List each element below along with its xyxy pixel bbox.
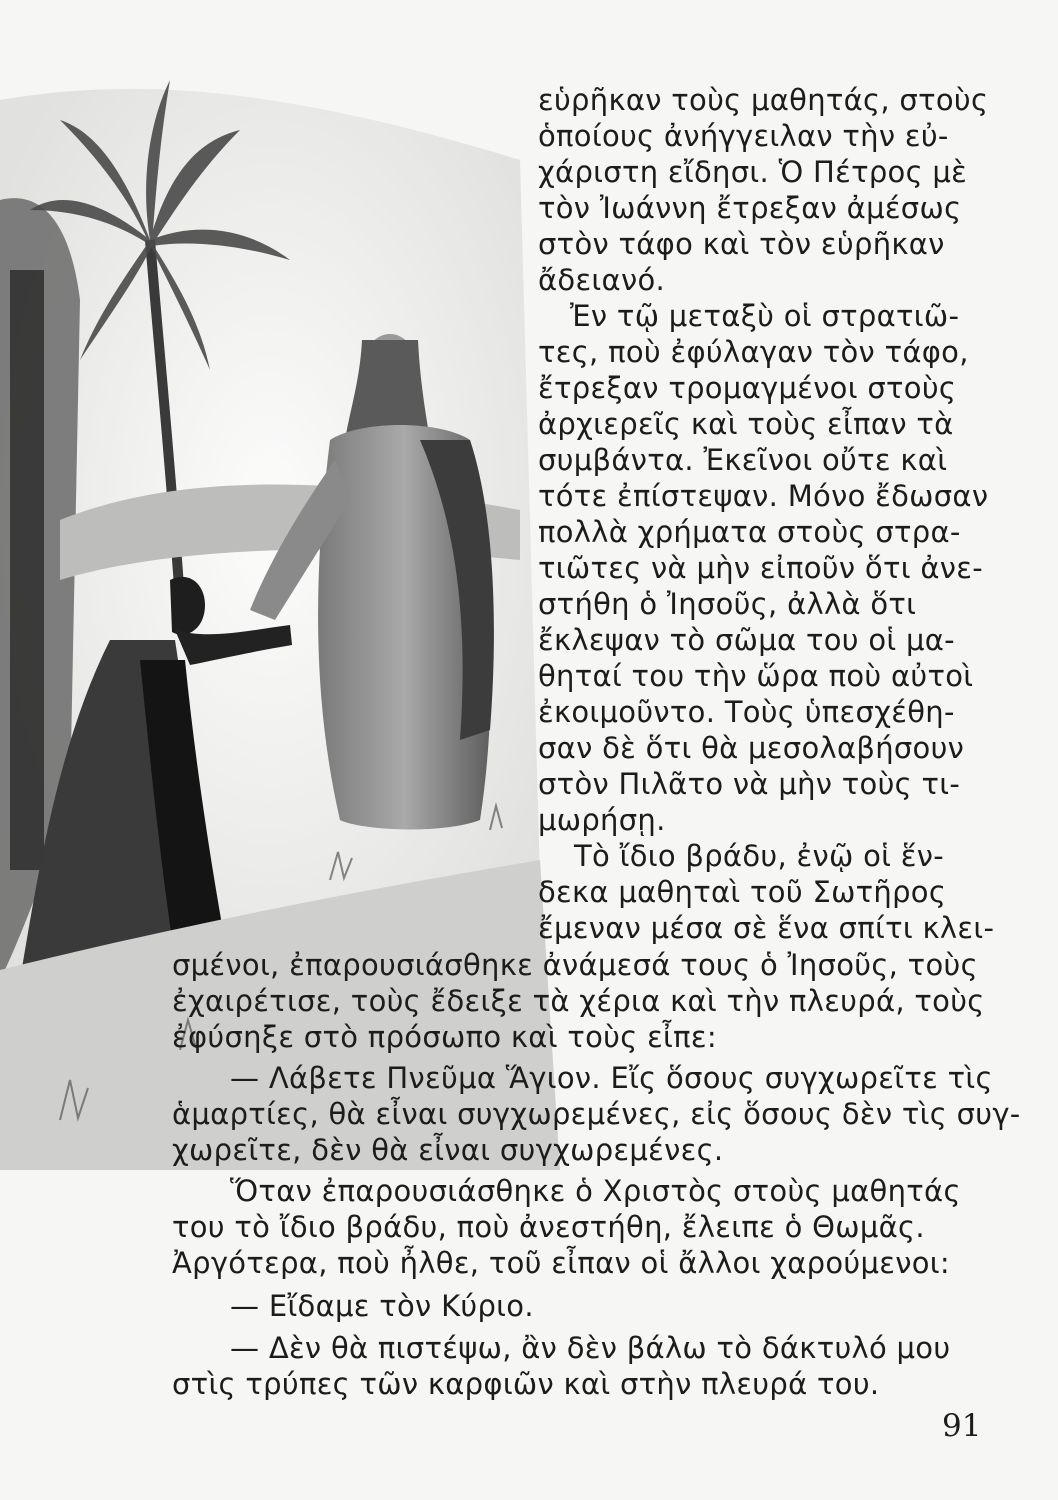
- text-line: Ἀργότερα, ποὺ ἦλθε, τοῦ εἶπαν οἱ ἄλλοι χαρούμενοι:: [172, 1246, 950, 1280]
- text-line: ἐφύσηξε στὸ πρόσωπο καὶ τοὺς εἶπε:: [172, 1020, 717, 1054]
- text-line: σαν δὲ ὅτι θὰ μεσολαβήσουν: [538, 731, 965, 765]
- text-line: στὶς τρύπες τῶν καρφιῶν καὶ στὴν πλευρά του.: [172, 1367, 880, 1401]
- text-line: τότε ἐπίστεψαν. Μόνο ἔδωσαν: [538, 479, 989, 513]
- text-line: ἔτρεξαν τρομαγμένοι στοὺς: [538, 371, 957, 405]
- text-line: εὑρῆκαν τοὺς μαθητάς, στοὺς: [538, 83, 989, 117]
- text-line: στὸν Πιλᾶτο νὰ μὴν τοὺς τι-: [538, 767, 961, 801]
- text-line: στήθη ὁ Ἰησοῦς, ἀλλὰ ὅτι: [538, 587, 917, 621]
- text-line: ἁμαρτίες, θὰ εἶναι συγχωρεμένες, εἰς ὅσους δὲν τὶς συγ-: [172, 1097, 1021, 1131]
- text-line: του τὸ ἴδιο βράδυ, ποὺ ἀνεστήθη, ἔλειπε ὁ Θωμᾶς.: [172, 1210, 925, 1244]
- text-line: — Λάβετε Πνεῦμα Ἅγιον. Εἴς ὅσους συγχωρεῖτε τὶς: [230, 1061, 993, 1095]
- text-line: ἔμεναν μέσα σὲ ἕνα σπίτι κλει-: [538, 911, 995, 945]
- text-line: σμένοι, ἐπαρουσιάσθηκε ἀνάμεσά τους ὁ Ἰησοῦς, τοὺς: [172, 948, 978, 982]
- text-line: Τὸ ἴδιο βράδυ, ἐνῷ οἱ ἕν-: [574, 839, 944, 873]
- text-line: δεκα μαθηταὶ τοῦ Σωτῆρος: [538, 875, 947, 909]
- text-line: — Δὲν θὰ πιστέψω, ἂν δὲν βάλω τὸ δάκτυλό μου: [230, 1331, 951, 1365]
- text-line: θηταί του τὴν ὥρα ποὺ αὐτοὶ: [538, 659, 974, 693]
- text-line: ὁποίους ἀνήγγειλαν τὴν εὐ-: [538, 119, 949, 153]
- text-line: — Εἴδαμε τὸν Κύριο.: [230, 1289, 534, 1323]
- text-line: Ὅταν ἐπαρουσιάσθηκε ὁ Χριστὸς στοὺς μαθητάς: [230, 1174, 961, 1208]
- text-line: πολλὰ χρήματα στοὺς στρα-: [538, 515, 961, 549]
- text-line: στὸν τάφο καὶ τὸν εὑρῆκαν: [538, 227, 945, 261]
- text-line: ἔκλεψαν τὸ σῶμα του οἱ μα-: [538, 623, 955, 657]
- page-number: 91: [942, 1408, 982, 1444]
- text-line: ἀρχιερεῖς καὶ τοὺς εἶπαν τὰ: [538, 407, 954, 441]
- text-line: τὸν Ἰωάννη ἔτρεξαν ἀμέσως: [538, 191, 962, 225]
- text-line: χωρεῖτε, δὲν θὰ εἶναι συγχωρεμένες.: [172, 1133, 724, 1167]
- text-line: τιῶτες νὰ μὴν εἰποῦν ὅτι ἀνε-: [538, 551, 983, 585]
- text-line: Ἐν τῷ μεταξὺ οἱ στρατιῶ-: [570, 299, 960, 333]
- text-line: ἐχαιρέτισε, τοὺς ἔδειξε τὰ χέρια καὶ τὴν πλευρά, τοὺς: [172, 984, 985, 1018]
- text-line: ἐκοιμοῦντο. Τοὺς ὑπεσχέθη-: [538, 695, 955, 729]
- text-line: ἄδειανό.: [538, 263, 666, 297]
- text-line: χάριστη εἴδησι. Ὁ Πέτρος μὲ: [538, 155, 968, 189]
- text-line: συμβάντα. Ἐκεῖνοι οὔτε καὶ: [538, 443, 948, 477]
- text-line: μωρήσῃ.: [538, 803, 666, 837]
- text-line: τες, ποὺ ἐφύλαγαν τὸν τάφο,: [538, 335, 969, 369]
